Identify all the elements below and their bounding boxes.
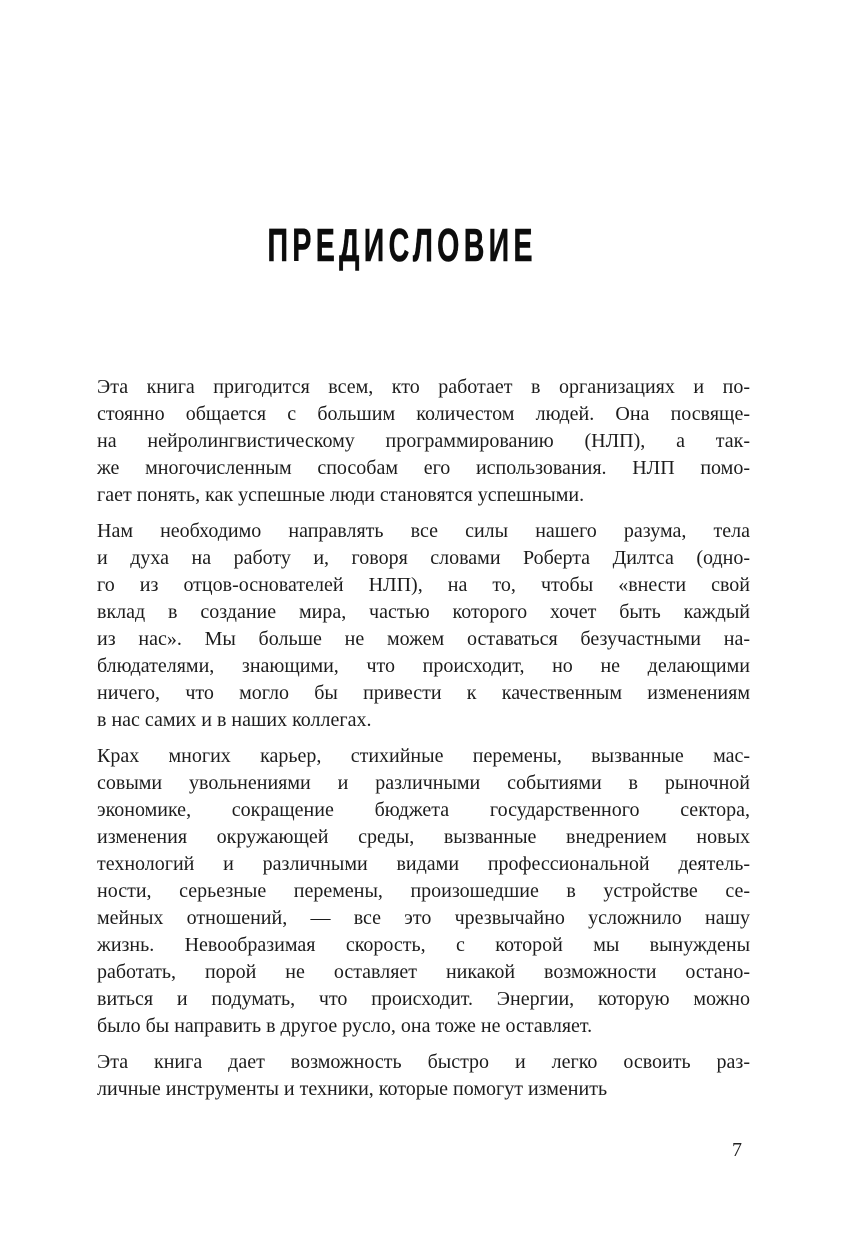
text-line: технологий и различными видами профессиональной деятель- — [97, 853, 750, 875]
text-line: же многочисленным способам его использования. НЛП помо- — [97, 457, 750, 479]
body-text — [97, 374, 750, 1103]
text-line: на нейролингвистическому программированию (НЛП), а так- — [97, 430, 750, 452]
text-line: и духа на работу и, говоря словами Роберта Дилтса (одно- — [97, 547, 750, 569]
text-line: виться и подумать, что происходит. Энергии, которую можно — [97, 988, 750, 1010]
text-line: Крах многих карьер, стихийные перемены, вызванные мас- — [97, 745, 750, 767]
text-line: из нас». Мы больше не можем оставаться безучастными на- — [97, 628, 750, 650]
text-line: вклад в создание мира, частью которого хочет быть каждый — [97, 601, 750, 623]
text-line: ности, серьезные перемены, произошедшие в устройстве се- — [97, 880, 750, 902]
text-line: жизнь. Невообразимая скорость, с которой мы вынуждены — [97, 934, 750, 956]
chapter-title-text: ПРЕДИСЛОВИЕ — [267, 219, 538, 271]
paragraph — [97, 374, 750, 509]
text-line: работать, порой не оставляет никакой возможности остано- — [97, 961, 750, 983]
paragraph — [97, 743, 750, 1040]
text-line: экономике, сокращение бюджета государственного сектора, — [97, 799, 750, 821]
text-line: гает понять, как успешные люди становятся успешными. — [97, 484, 585, 506]
text-line: Нам необходимо направлять все силы нашего разума, тела — [97, 520, 750, 542]
page-number: 7 — [732, 1139, 742, 1161]
text-line: в нас самих и в наших коллегах. — [97, 709, 372, 731]
text-line: блюдателями, знающими, что происходит, но не делающими — [97, 655, 750, 677]
text-line: го из отцов-основателей НЛП), на то, чтобы «внести свой — [97, 574, 750, 596]
text-line: было бы направить в другое русло, она тоже не оставляет. — [97, 1015, 593, 1037]
chapter-title — [96, 219, 749, 271]
text-line: Эта книга дает возможность быстро и легко освоить раз- — [97, 1051, 750, 1073]
text-line: личные инструменты и техники, которые помогут изменить — [97, 1078, 608, 1100]
text-line: стоянно общается с большим количестом людей. Она посвяще- — [97, 403, 750, 425]
text-line: ничего, что могло бы привести к качественным изменениям — [97, 682, 750, 704]
text-line: мейных отношений, — все это чрезвычайно усложнило нашу — [97, 907, 750, 929]
text-line: изменения окружающей среды, вызванные внедрением новых — [97, 826, 750, 848]
text-line: совыми увольнениями и различными событиями в рыночной — [97, 772, 750, 794]
text-line: Эта книга пригодится всем, кто работает в организациях и по- — [97, 376, 750, 398]
paragraph — [97, 518, 750, 734]
paragraph — [97, 1049, 750, 1103]
